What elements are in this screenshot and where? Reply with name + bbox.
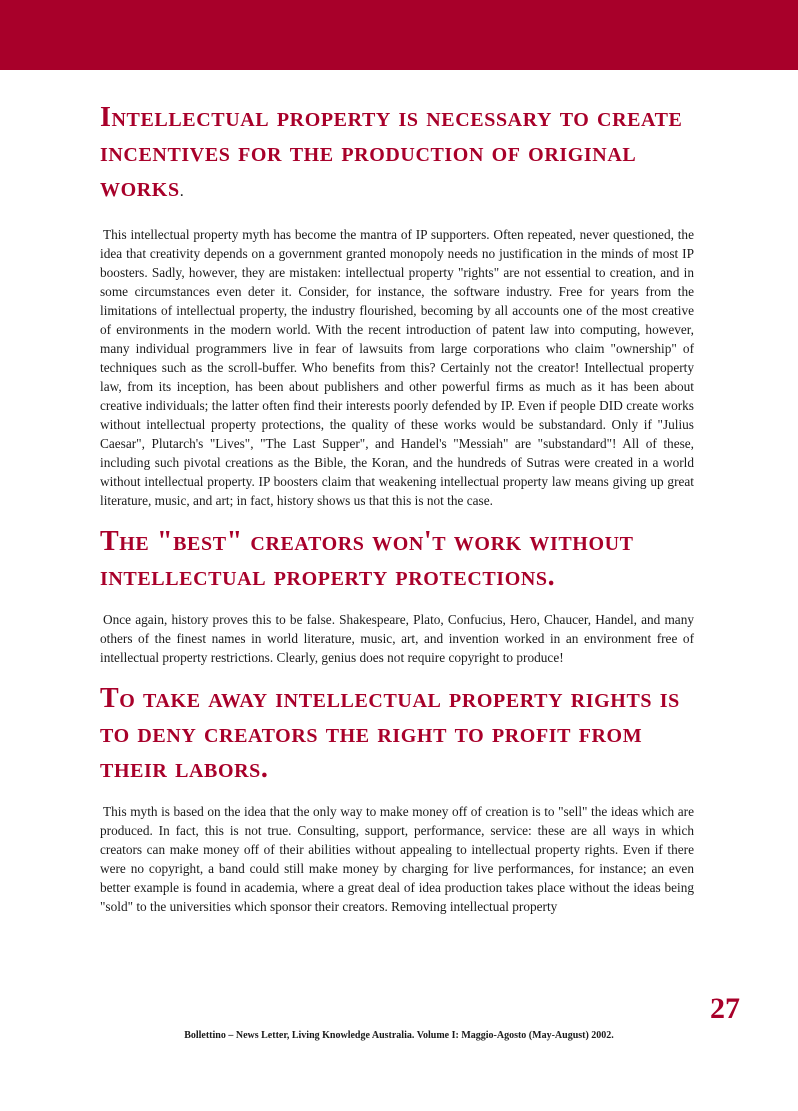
header-band <box>0 0 798 70</box>
heading-text: Intellectual property is necessary to create incentives for the production of original works <box>100 102 683 203</box>
section-heading-best-creators: The "best" creators won't work without intellectual property protections. <box>100 526 634 592</box>
page-footer: Bollettino – News Letter, Living Knowledge Australia. Volume I: Maggio-Agosto (May-August) 2002. <box>184 1030 614 1041</box>
article-body <box>100 100 694 916</box>
page-number: 27 <box>710 992 740 1025</box>
section-paragraph-best-creators: Once again, history proves this to be false. Shakespeare, Plato, Confucius, Hero, Chaucer, Handel, and many others of the finest names in world literature, music, art, and invention worked in an environment free of intellectual property restrictions. Clearly, genius does not require copyright to produce! <box>100 612 694 665</box>
section-heading-incentives <box>100 100 694 209</box>
heading-period: . <box>179 183 185 200</box>
section-paragraph-incentives: This intellectual property myth has become the mantra of IP supporters. Often repeated, never questioned, the idea that creativity depends on a government granted monopoly needs no justification in the minds of most IP boosters. Sadly, however, they are mistaken: intellectual property "rights" are not essential to creation, and in some circumstances even deter it. Consider, for instance, the software industry. Free for years from the limitations of intellectual property, the industry flourished, becoming by all accounts one of the most creative of environments in the modern world. With the recent introduction of patent law into computing, however, many individual programmers live in fear of lawsuits from large corporations who claim "ownership" of techniques such as the scroll-buffer. Who benefits from this? Certainly not the creator! Intellectual property law, from its inception, has been about publishers and other powerful firms as much as it has been about creative individuals; the latter often find their interests poorly defended by IP. Even if people DID create works without intellectual property protections, the quality of these works would be substandard. Only if "Julius Caesar", Plutarch's "Lives", "The Last Supper", and Handel's "Messiah" are "substandard"! All of these, including such pivotal creations as the Bible, the Koran, and the hundreds of Sutras were created in a world without intellectual property. IP boosters claim that weakening intellectual property law means giving up great literature, music, and art; in fact, history shows us that this is not the case. <box>100 227 694 508</box>
section-paragraph-profit: This myth is based on the idea that the only way to make money off of creation is to "sell" the ideas which are produced. In fact, this is not true. Consulting, support, performance, service: these are all ways in which creators can make money off of their abilities without appealing to intellectual property rights. Even if there were no copyright, a band could still make money by charging for live performances, for instance; an even better example is found in academia, where a great deal of idea production takes place without the ideas being "sold" to the universities which sponsor their creators. Removing intellectual property <box>100 804 694 914</box>
section-heading-profit: To take away intellectual property rights is to deny creators the right to profit from their labors. <box>100 683 680 784</box>
